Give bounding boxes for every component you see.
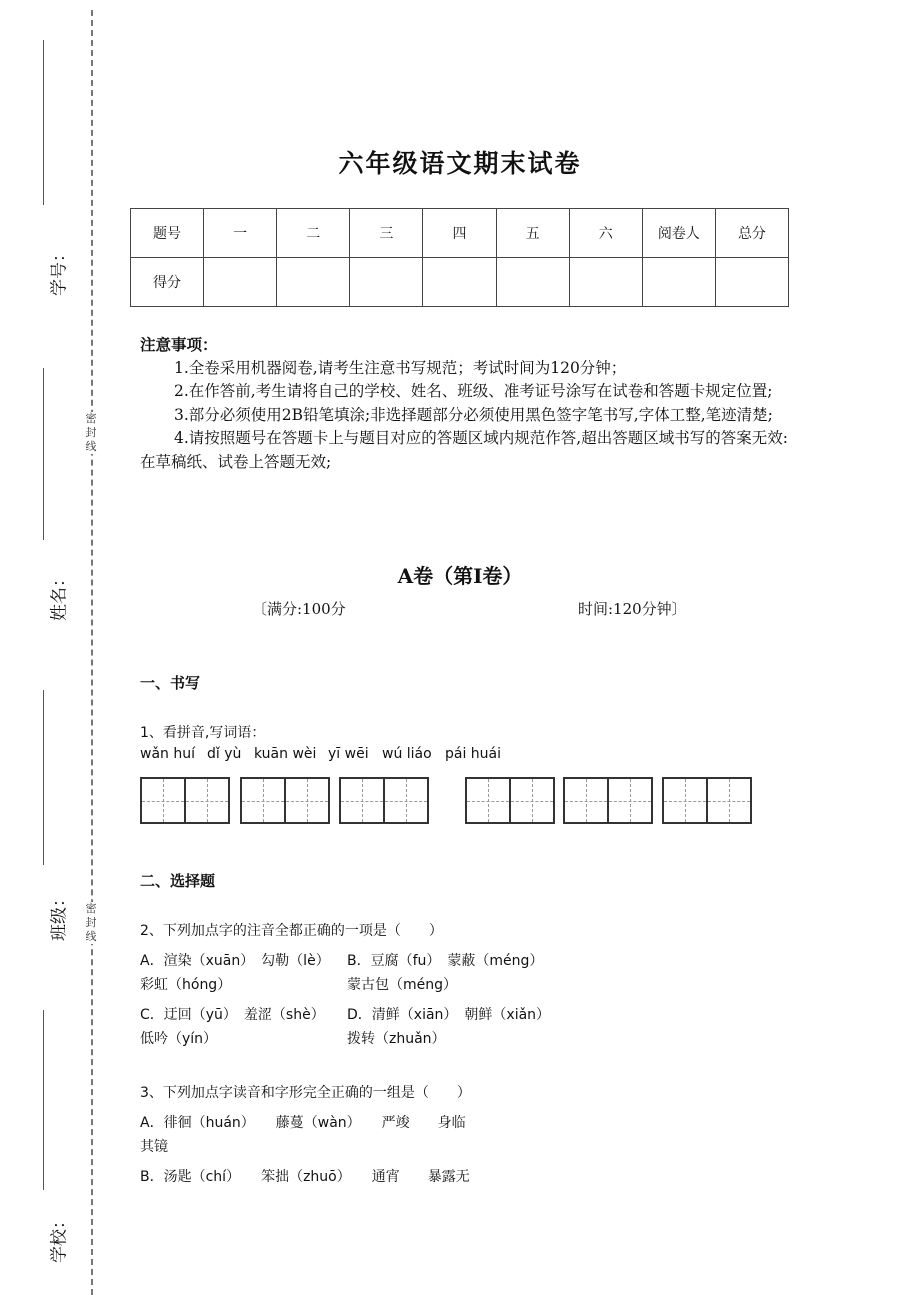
score-cell[interactable] (715, 258, 788, 307)
pinyin: wǎn huí (140, 746, 195, 762)
notes (140, 333, 790, 474)
pinyin: yī wēi (328, 746, 369, 762)
writing-grid[interactable] (140, 777, 230, 824)
option-d-cont: 拨转（zhuǎn） (347, 1031, 446, 1047)
score-cell[interactable] (204, 258, 277, 307)
seal-dashed-line (91, 10, 93, 1295)
option-a: A．徘徊（huán） 藤蔓（wàn） 严竣 身临 (140, 1115, 466, 1131)
option-c-cont: 低吟（yín） (140, 1031, 218, 1047)
header-cell: 四 (423, 209, 496, 258)
section-title: 二、选择题 (140, 872, 216, 890)
score-cell[interactable] (569, 258, 642, 307)
option-b: B．豆腐（fu） 蒙蔽（méng） (347, 953, 544, 969)
note-item: 3.部分必须使用2B铅笔填涂;非选择题部分必须使用黑色签字笔书写,字体工整,笔迹清楚; (174, 405, 773, 424)
name-label: 姓名： (49, 570, 70, 621)
note-item: 4.请按照题号在答题卡上与题目对应的答题区域内规范作答,超出答题区域书写的答案无效:在草稿纸、试卷上答题无效; (140, 429, 788, 471)
table-row (131, 209, 789, 258)
writing-grid[interactable] (662, 777, 752, 824)
note-item: 2.在作答前,考生请将自己的学校、姓名、班级、准考证号涂写在试卷和答题卡规定位置; (174, 382, 773, 400)
table-row (131, 258, 789, 307)
seal-label: 密封线 (82, 412, 100, 454)
score-cell[interactable] (642, 258, 715, 307)
option-a-cont: 其镜 (140, 1139, 168, 1155)
pinyin: pái huái (445, 746, 502, 762)
header-cell: 二 (277, 209, 350, 258)
pinyin: kuān wèi (254, 746, 317, 762)
header-cell: 题号 (131, 209, 204, 258)
question-2: 2、下列加点字的注音全都正确的一项是（ ） (140, 923, 443, 939)
header-cell: 五 (496, 209, 569, 258)
score-cell[interactable] (496, 258, 569, 307)
school-field[interactable] (43, 1010, 44, 1190)
full-score: 〔满分:100分 (252, 600, 346, 618)
pinyin: dǐ yù (207, 746, 242, 762)
score-cell[interactable] (277, 258, 350, 307)
exam-time: 时间:120分钟〕 (578, 600, 687, 618)
option-b-cont: 蒙古包（méng） (347, 977, 458, 993)
score-cell[interactable] (350, 258, 423, 307)
name-field[interactable] (43, 368, 44, 540)
header-cell: 阅卷人 (642, 209, 715, 258)
option-c: C．迂回（yū） 羞涩（shè） (140, 1007, 325, 1023)
note-item: 1.全卷采用机器阅卷,请考生注意书写规范；考试时间为120分钟； (174, 358, 627, 377)
writing-grid[interactable] (563, 777, 653, 824)
seal-label: 密封线 (82, 902, 100, 944)
header-cell: 三 (350, 209, 423, 258)
score-cell[interactable] (423, 258, 496, 307)
student-id-field[interactable] (43, 40, 44, 205)
option-d: D．清鲜（xiān） 朝鲜（xiǎn） (347, 1007, 551, 1023)
volume-title: A卷（第I卷） (397, 564, 523, 588)
header-cell: 一 (204, 209, 277, 258)
score-table (130, 208, 789, 307)
writing-grid[interactable] (240, 777, 330, 824)
row-label: 得分 (131, 258, 204, 307)
section-title: 一、书写 (140, 674, 201, 692)
class-field[interactable] (43, 690, 44, 865)
writing-grid[interactable] (339, 777, 429, 824)
option-a: A．渲染（xuān） 勾勒（lè） (140, 953, 330, 969)
writing-grid[interactable] (465, 777, 555, 824)
school-label: 学校： (49, 1212, 70, 1263)
header-cell: 总分 (715, 209, 788, 258)
option-b: B．汤匙（chí） 笨拙（zhuō） 通宵 暴露无 (140, 1169, 470, 1185)
header-cell: 六 (569, 209, 642, 258)
option-a-cont: 彩虹（hóng） (140, 977, 232, 993)
pinyin: wú liáo (382, 746, 432, 762)
class-label: 班级： (49, 890, 70, 941)
page-title: 六年级语文期末试卷 (338, 149, 582, 178)
question-3: 3、下列加点字读音和字形完全正确的一组是（ ） (140, 1085, 471, 1101)
notes-heading: 注意事项： (140, 335, 218, 354)
question-1: 1、看拼音,写词语： (140, 725, 266, 741)
student-id-label: 学号： (49, 245, 70, 296)
